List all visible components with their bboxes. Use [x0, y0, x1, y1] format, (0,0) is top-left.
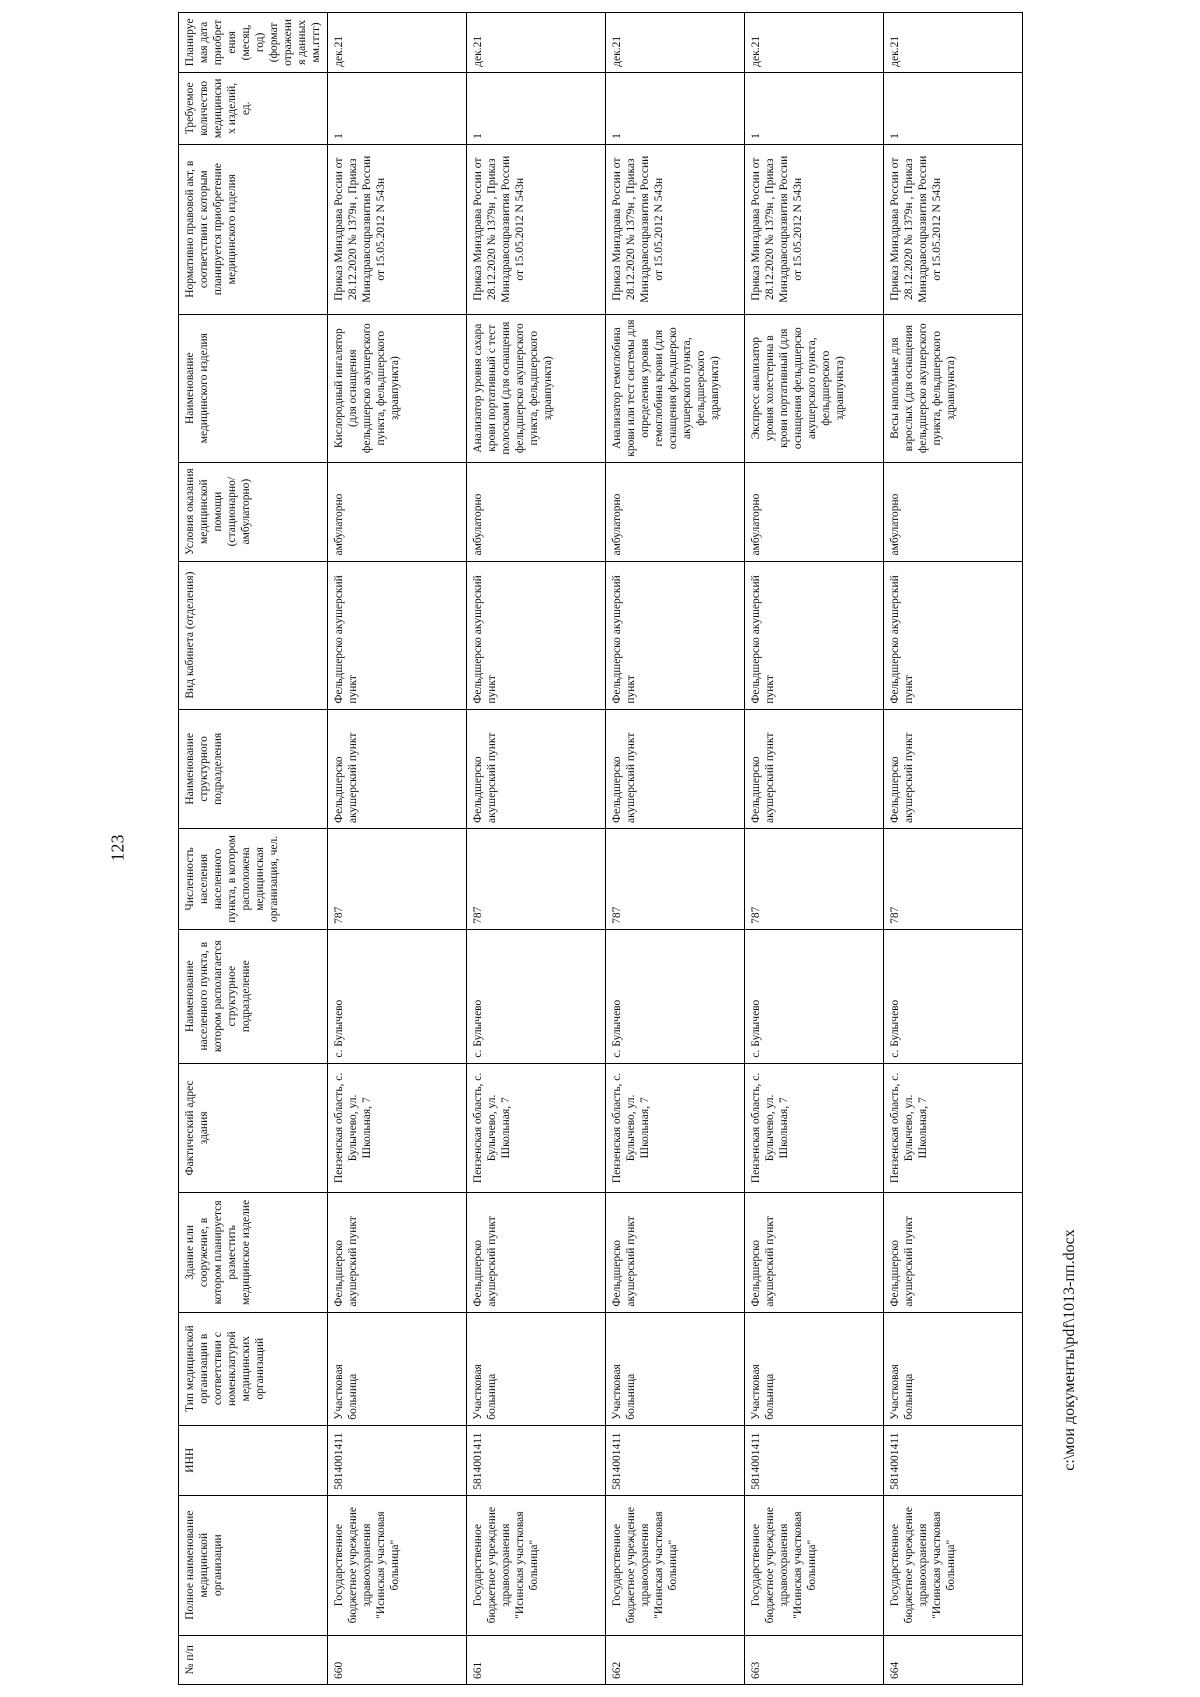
cell-device: Кислородный ингалятор (для оснащения фельдшерско акушерского пункта, фельдшерского здравпункта)	[328, 314, 467, 462]
cell-org: Государственное бюджетное учреждение здравоохранения "Исинская участковая больница"	[606, 1495, 745, 1635]
cell-qty: 1	[745, 72, 884, 144]
equipment-table	[178, 12, 1023, 1685]
header-cell: Наименование медицинского изделия	[179, 314, 328, 462]
cell-settlement: с. Булычево	[606, 929, 745, 1063]
cell-cabinet: Фельдшерско акушерский пункт	[328, 561, 467, 709]
cell-building: Фельдшерско акушерский пункт	[328, 1193, 467, 1312]
header-cell: Полное наименование медицинской организации	[179, 1495, 328, 1635]
cell-inn: 5814001411	[328, 1425, 467, 1495]
cell-device: Анализатор гемоглобина крови или тест системы для определения уровня гемоглобина крови (для оснащения фельдшерско акушерского пункта, фельдшерского здравпункта)	[606, 314, 745, 462]
header-cell: Численность населения населенного пункта, в котором расположена медицинская организация, чел.	[179, 829, 328, 930]
cell-settlement: с. Булычево	[745, 929, 884, 1063]
cell-type: Участковая больница	[745, 1312, 884, 1425]
header-cell: Вид кабинета (отделения)	[179, 561, 328, 709]
cell-cabinet: Фельдшерско акушерский пункт	[884, 561, 1023, 709]
cell-population: 787	[467, 829, 606, 930]
cell-building: Фельдшерско акушерский пункт	[467, 1193, 606, 1312]
cell-cabinet: Фельдшерско акушерский пункт	[745, 561, 884, 709]
cell-cabinet: Фельдшерско акушерский пункт	[606, 561, 745, 709]
table-row	[884, 13, 1023, 1685]
cell-qty: 1	[884, 72, 1023, 144]
cell-building: Фельдшерско акушерский пункт	[884, 1193, 1023, 1312]
cell-cabinet: Фельдшерско акушерский пункт	[467, 561, 606, 709]
cell-inn: 5814001411	[884, 1425, 1023, 1495]
cell-conditions: амбулаторно	[606, 462, 745, 561]
cell-date: дек.21	[606, 13, 745, 73]
cell-inn: 5814001411	[606, 1425, 745, 1495]
cell-type: Участковая больница	[606, 1312, 745, 1425]
cell-address: Пензенская область, с. Булычево, ул. Школьная, 7	[328, 1063, 467, 1193]
cell-act: Приказ Минздрава России от 28.12.2020 № 1379н , Приказ Минздравсоцразвития России от 15.05.2012 N 543н	[745, 144, 884, 314]
cell-device: Весы напольные для взрослых (для оснащения фельдшерско акушерского пункта, фельдшерского здравпункта)	[884, 314, 1023, 462]
cell-num: 664	[884, 1635, 1023, 1684]
cell-date: дек.21	[884, 13, 1023, 73]
cell-building: Фельдшерско акушерский пункт	[745, 1193, 884, 1312]
cell-num: 663	[745, 1635, 884, 1684]
cell-org: Государственное бюджетное учреждение здравоохранения "Исинская участковая больница"	[328, 1495, 467, 1635]
cell-address: Пензенская область, с. Булычево, ул. Школьная, 7	[606, 1063, 745, 1193]
page-number: 123	[107, 834, 128, 862]
cell-device: Экспресс анализатор уровня холестерина в крови портативный (для оснащения фельдшерско акушерского пункта, фельдшерского здравпункта)	[745, 314, 884, 462]
cell-date: дек.21	[745, 13, 884, 73]
cell-device: Анализатор уровня сахара крови портативный с тест полосками (для оснащения фельдшерско акушерского пункта, фельдшерского здравпункта)	[467, 314, 606, 462]
header-cell: Условия оказания медицинской помощи (стационарно/амбулаторно)	[179, 462, 328, 561]
header-cell: Нормативно правовой акт, в соответствии с которым планируется приобретение медицинского изделия	[179, 144, 328, 314]
file-path-footer: c:\мои документы\pdf\1013-пп.docx	[1061, 1229, 1078, 1471]
cell-qty: 1	[328, 72, 467, 144]
cell-inn: 5814001411	[467, 1425, 606, 1495]
cell-population: 787	[328, 829, 467, 930]
cell-unit: Фельдшерско акушерский пункт	[606, 709, 745, 828]
cell-qty: 1	[606, 72, 745, 144]
cell-act: Приказ Минздрава России от 28.12.2020 № 1379н , Приказ Минздравсоцразвития России от 15.05.2012 N 543н	[606, 144, 745, 314]
cell-settlement: с. Булычево	[328, 929, 467, 1063]
cell-qty: 1	[467, 72, 606, 144]
header-cell: Требуемое количество медицинских изделий, ед.	[179, 72, 328, 144]
cell-building: Фельдшерско акушерский пункт	[606, 1193, 745, 1312]
cell-address: Пензенская область, с. Булычево, ул. Школьная, 7	[884, 1063, 1023, 1193]
cell-population: 787	[606, 829, 745, 930]
cell-act: Приказ Минздрава России от 28.12.2020 № 1379н , Приказ Минздравсоцразвития России от 15.05.2012 N 543н	[467, 144, 606, 314]
cell-unit: Фельдшерско акушерский пункт	[884, 709, 1023, 828]
header-cell: Здание или сооружение, в котором планируется разместить медицинское изделие	[179, 1193, 328, 1312]
cell-population: 787	[884, 829, 1023, 930]
cell-conditions: амбулаторно	[467, 462, 606, 561]
cell-org: Государственное бюджетное учреждение здравоохранения "Исинская участковая больница"	[745, 1495, 884, 1635]
header-cell: Наименование населенного пункта, в котором располагается структурное подразделение	[179, 929, 328, 1063]
cell-inn: 5814001411	[745, 1425, 884, 1495]
cell-org: Государственное бюджетное учреждение здравоохранения "Исинская участковая больница"	[467, 1495, 606, 1635]
cell-conditions: амбулаторно	[884, 462, 1023, 561]
cell-unit: Фельдшерско акушерский пункт	[745, 709, 884, 828]
table-row	[467, 13, 606, 1685]
header-cell: Тип медицинской организации в соответствии с номенклатурой медицинских организаций	[179, 1312, 328, 1425]
cell-conditions: амбулаторно	[745, 462, 884, 561]
table-row	[606, 13, 745, 1685]
cell-settlement: с. Булычево	[467, 929, 606, 1063]
cell-unit: Фельдшерско акушерский пункт	[467, 709, 606, 828]
cell-act: Приказ Минздрава России от 28.12.2020 № 1379н , Приказ Минздравсоцразвития России от 15.05.2012 N 543н	[884, 144, 1023, 314]
cell-org: Государственное бюджетное учреждение здравоохранения "Исинская участковая больница"	[884, 1495, 1023, 1635]
cell-unit: Фельдшерско акушерский пункт	[328, 709, 467, 828]
header-cell: № п/п	[179, 1635, 328, 1684]
cell-date: дек.21	[467, 13, 606, 73]
cell-settlement: с. Булычево	[884, 929, 1023, 1063]
cell-address: Пензенская область, с. Булычево, ул. Школьная, 7	[745, 1063, 884, 1193]
cell-population: 787	[745, 829, 884, 930]
table-row	[745, 13, 884, 1685]
cell-num: 660	[328, 1635, 467, 1684]
cell-num: 662	[606, 1635, 745, 1684]
cell-type: Участковая больница	[467, 1312, 606, 1425]
header-cell: Наименование структурного подразделения	[179, 709, 328, 828]
header-cell: Фактический адрес здания	[179, 1063, 328, 1193]
cell-address: Пензенская область, с. Булычево, ул. Школьная, 7	[467, 1063, 606, 1193]
table-header-row	[179, 13, 328, 1685]
cell-num: 661	[467, 1635, 606, 1684]
cell-act: Приказ Минздрава России от 28.12.2020 № 1379н , Приказ Минздравсоцразвития России от 15.05.2012 N 543н	[328, 144, 467, 314]
table-row	[328, 13, 467, 1685]
cell-type: Участковая больница	[884, 1312, 1023, 1425]
cell-date: дек.21	[328, 13, 467, 73]
cell-conditions: амбулаторно	[328, 462, 467, 561]
header-cell: Планируемая дата приобретения (месяц, год) (формат отражения данных мм.гггг)	[179, 13, 328, 73]
header-cell: ИНН	[179, 1425, 328, 1495]
cell-type: Участковая больница	[328, 1312, 467, 1425]
equipment-table-container	[178, 12, 1008, 1685]
